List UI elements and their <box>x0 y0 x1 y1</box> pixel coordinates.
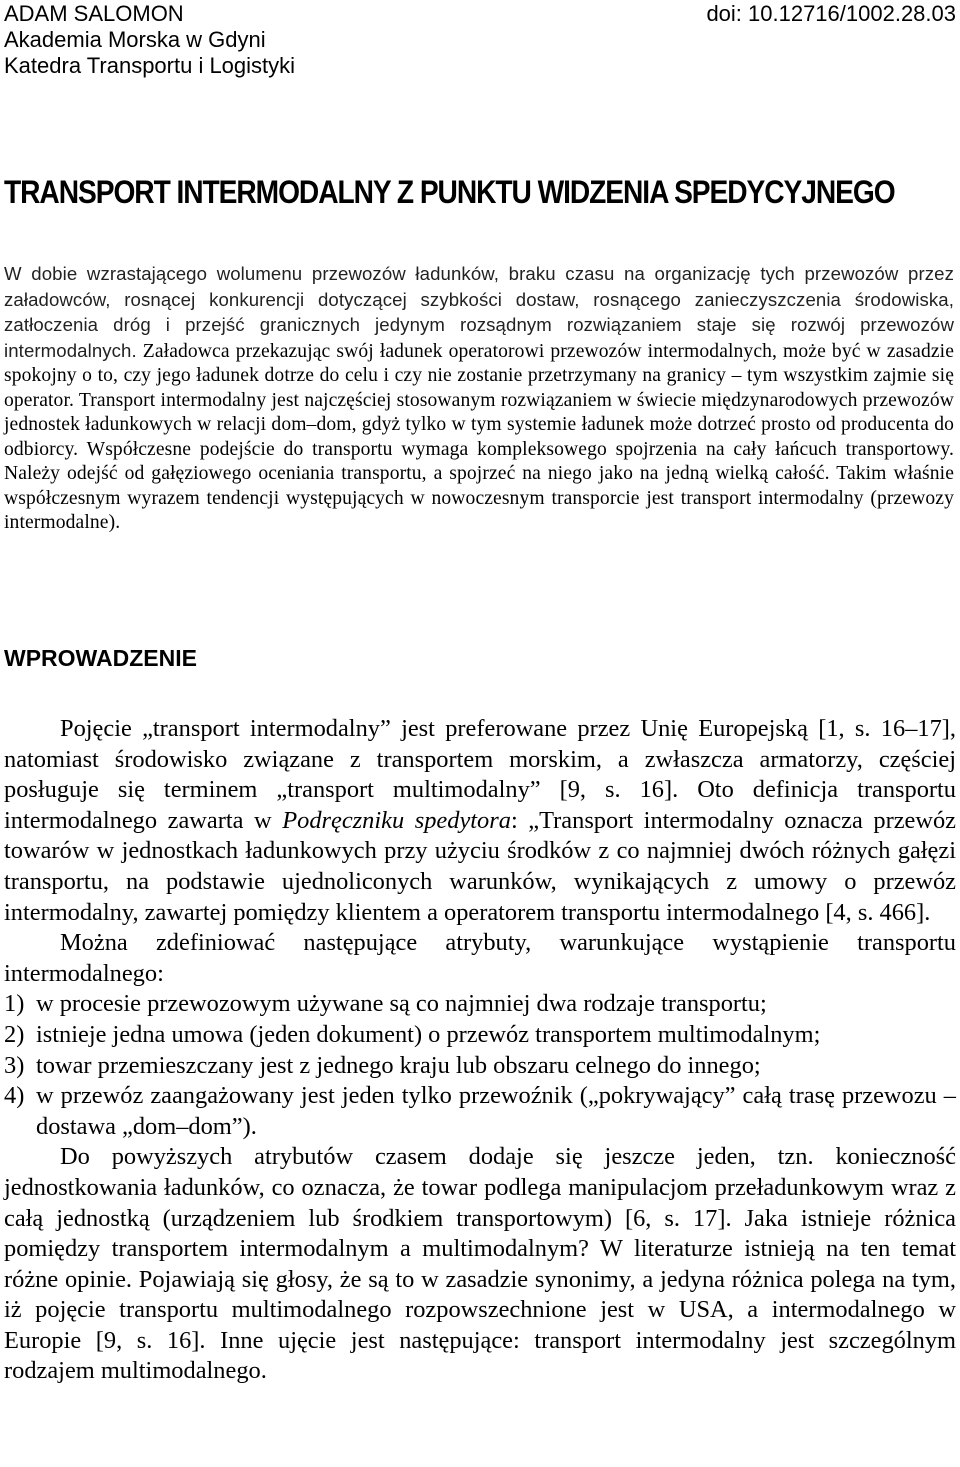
paragraph-definition-start: Pojęcie „transport intermodalny” jest preferowane przez Unię Europejską [1, s. 16–17], natomiast środowisko związane z transportem morskim, a zwłaszcza armatorzy, częściej posługuje się terminem „transport multimodalny” [9, s. 16]. Oto definicja transportu intermodalnego zawarta w <box>4 715 956 834</box>
list-item-number: 4) <box>4 1082 25 1110</box>
paragraph-definition-end: : „Transport intermodalny oznacza przewóz towarów w jednostkach ładunkowych przy użyciu środków z co najmniej dwóch różnych gałęzi transportu, na podstawie ujednoliconych warunków, wynikających z umowy o przewóz intermodalny, zawartej pomiędzy klientem a operatorem transportu intermodalnego [4, s. 466]. <box>4 806 957 926</box>
attributes-list <box>4 989 956 1142</box>
body-text <box>4 714 956 1387</box>
paragraph-definition <box>4 714 956 928</box>
abstract-part-serif: Załadowca przekazując swój ładunek operatorowi przewozów intermodalnych, może być w zasadzie spokojny o to, czy jego ładunek dotrze do celu i czy nie zostanie przetrzymany na granicy – tym wszystkim zajmie się operator. Transport intermodalny jest najczęściej stosowanym rozwiązaniem w świecie międzynarodowych przewozów jednostek ładunkowych w relacji dom–dom, gdyż tylko w tym systemie ładunek może dotrzeć prosto od producenta do odbiorcy. Współczesne podejście do transportu wymaga kompleksowego spojrzenia na cały łańcuch transportowy. Należy odejść od gałęziowego oceniania transportu, a spojrzeć na niego jako na jedną wielką całość. Takim właśnie współczesnym wyrazem tendencji występujących w nowoczesnym transporcie jest transport intermodalny (przewozy intermodalne). <box>4 340 954 533</box>
list-item <box>4 1051 956 1082</box>
list-item-number: 1) <box>4 990 25 1018</box>
list-item-number: 2) <box>4 1020 25 1048</box>
list-item-text: istnieje jedna umowa (jeden dokument) o przewóz transportem multimodalnym; <box>36 1020 821 1048</box>
paragraph-attributes-intro: Można zdefiniować następujące atrybuty, warunkujące wystąpienie transportu intermodalnego: <box>4 929 956 987</box>
list-item <box>4 989 956 1020</box>
list-item-number: 3) <box>4 1051 25 1079</box>
abstract-part-sans: W dobie wzrastającego wolumenu przewozów ładunków, braku czasu na organizację tych przewozów przez załadowców, rosnącej konkurencji dotyczącej szybkości dostaw, rosnącego zanieczyszczenia środowiska, zatłoczenia dróg i przejść granicznych jedynym rozsądnym rozwiązaniem staje się rozwój przewozów intermodalnych. <box>4 263 954 361</box>
list-item-text: w procesie przewozowym używane są co najmniej dwa rodzaje transportu; <box>36 990 767 1018</box>
department-name: Katedra Transportu i Logistyki <box>4 53 296 78</box>
list-item-text: towar przemieszczany jest z jednego kraju lub obszaru celnego do innego; <box>36 1051 761 1079</box>
doi-identifier: doi: 10.12716/1002.28.03 <box>706 1 956 26</box>
paper-title: TRANSPORT INTERMODALNY Z PUNKTU WIDZENIA SPEDYCYJNEGO <box>4 174 895 210</box>
list-item <box>4 1081 956 1142</box>
list-item <box>4 1020 956 1051</box>
abstract <box>4 262 954 536</box>
paragraph-additional-attribute: Do powyższych atrybutów czasem dodaje się jeszcze jeden, tzn. konieczność jednostkowania ładunków, co oznacza, że towar podlega manipulacjom przeładunkowym wraz z całą jednostką (urządzeniem lub środkiem transportowym) [6, s. 17]. Jaka istnieje różnica pomiędzy transportem intermodalnym a multimodalnym? W literaturze istnieją na ten temat różne opinie. Pojawiają się głosy, że są to w zasadzie synonimy, a jedyna różnica polega na tym, iż pojęcie transportu multimodalnego rozpowszechnione jest w USA, a intermodalnego w Europie [9, s. 16]. Inne ujęcie jest następujące: transport intermodalny jest szczególnym rodzajem multimodalnego. <box>4 1143 956 1385</box>
institution-name: Akademia Morska w Gdyni <box>4 27 266 52</box>
list-item-text: w przewóz zaangażowany jest jeden tylko przewoźnik („pokrywający” całą trasę przewozu – dostawa „dom–dom”). <box>36 1082 956 1140</box>
book-title-italic: Podręczniku spedytora <box>282 806 511 834</box>
section-heading: WPROWADZENIE <box>4 645 197 671</box>
author-name: ADAM SALOMON <box>4 1 184 26</box>
